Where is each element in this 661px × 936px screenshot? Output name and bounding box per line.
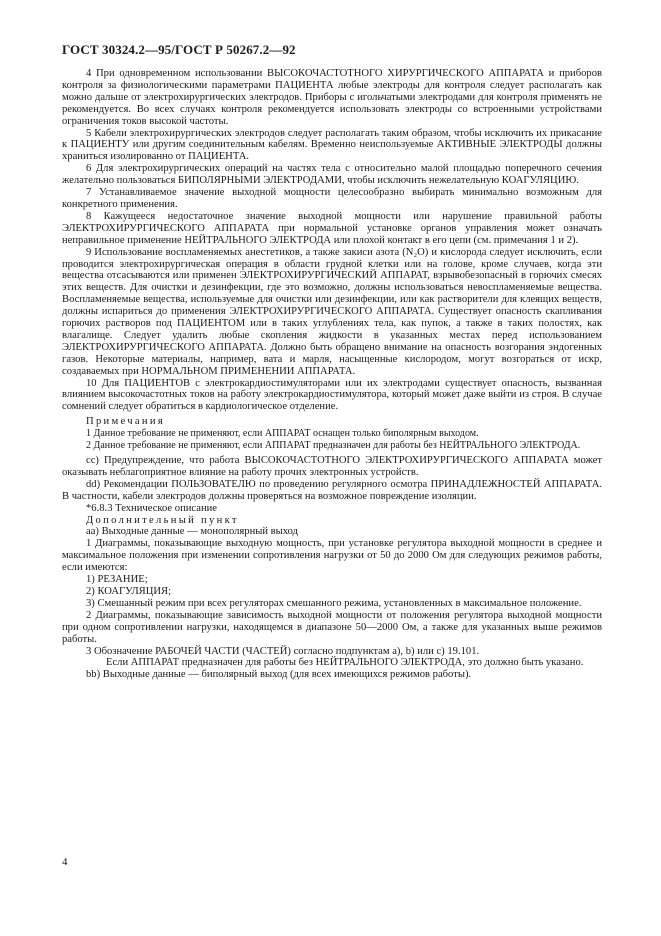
note-2: 2 Данное требование не применяют, если АППАРАТ предназначен для работы без НЕЙТРАЛЬНОГО ЭЛЕКТРОДА. [86,440,581,452]
paragraph-4: 4 При одновременном использовании ВЫСОКОЧАСТОТНОГО ХИРУРГИЧЕСКОГО АППАРАТА и приборов контроля за физиологическими параметрами ПАЦИЕНТА любые электроды для контроля следует располагать как можно дальше от электрохирургических электродов. Приборы с игольчатыми электродами для контроля применять не рекомендуется. Во всех случаях контроля рекомендуется использовать электроды со встроенными устройствами ограничения токов высокой частоты. [62,68,602,127]
paragraph-9: 9 Использование воспламеняемых анестетиков, а также закиси азота (N₂O) и кислорода следует исключить, если проводится электрохирургическая операция в области грудной клетки или на голове, кроме случаев, когда эти вещества отсасываются или применен ЭЛЕКТРОХИРУРГИЧЕСКИЙ АППАРАТ, взрывобезопасный в горючих смесях этих веществ. Для очистки и дезинфекции, где это возможно, должны использоваться невоспламеняемые вещества. Воспламеняемые вещества, используемые для очистки или дезинфекции, или как растворители для клеящих веществ, должны испариться до применения ЭЛЕКТРОХИРУРГИЧЕСКОГО АППАРАТА. Существует опасность скапливания горючих растворов под ПАЦИЕНТОМ или в таких углублениях тела, как пупок, а также в таких полостях, как влагалище. Следует удалить любые скопления жидкости в указанных местах перед использованием ЭЛЕКТРОХИРУРГИЧЕСКОГО АППАРАТА. Должно быть обращено внимание на опасность возгорания эндогенных газов. Некоторые материалы, например, вата и марля, насыщенные кислородом, могут возгораться от искр, создаваемых при НОРМАЛЬНОМ ПРИМЕНЕНИИ АППАРАТА. [62,246,602,377]
item-dd: dd) Рекомендации ПОЛЬЗОВАТЕЛЮ по проведению регулярного осмотра ПРИНАДЛЕЖНОСТЕЙ АППАРАТА. В частности, кабели электродов должны проверяться на возможное повреждение изоляции. [62,478,602,502]
note-1: 1 Данное требование не применяют, если АППАРАТ оснащен только биполярным выходом. [86,428,479,440]
aa-heading: аа) Выходные данные — монополярный выход [86,526,299,538]
aa-item-3-note: Если АППАРАТ предназначен для работы без НЕЙТРАЛЬНОГО ЭЛЕКТРОДА, это должно быть указано. [106,657,584,669]
notes-title: Примечания [86,416,165,428]
paragraph-10: 10 Для ПАЦИЕНТОВ с электрокардиостимуляторами или их электродами существует опасность, вызванная влиянием высокочастотных токов на работу электрокардиостимулятора, который может даже выйти из строя. В случае сомнений следует обратиться в кардиологическое отделение. [62,377,602,413]
aa-item-1-2: 2) КОАГУЛЯЦИЯ; [86,585,172,597]
aa-item-2: 2 Диаграммы, показывающие зависимость выходной мощности от положения регулятора выходной мощности при одном сопротивлении нагрузки, находящемся в диапазоне 50—2000 Ом, а также для указанных выше режимов работы. [62,609,602,645]
aa-item-1-1: 1) РЕЗАНИЕ; [86,574,148,586]
document-body [62,68,602,681]
page-number: 4 [62,856,68,868]
item-cc: cc) Предупреждение, что работа ВЫСОКОЧАСТОТНОГО ЭЛЕКТРОХИРУРГИЧЕСКОГО АППАРАТА может оказывать неблагоприятное влияние на работу прочих электронных устройств. [62,455,602,478]
aa-item-1: 1 Диаграммы, показывающие выходную мощность, при установке регулятора выходной мощности в среднее и максимальное положения при изменении сопротивления нагрузки от 50 до 2000 Ом для следующих режимов работы, если имеются: [62,538,602,574]
aa-item-1-3: 3) Смешанный режим при всех регуляторах смешанного режима, установленных в максимальное положение. [86,597,582,609]
section-heading: *6.8.3 Техническое описание [86,502,217,514]
paragraph-5: 5 Кабели электрохирургических электродов следует располагать таким образом, чтобы исключить их прикасание к ПАЦИЕНТУ или другим соединительным кабелям. Временно неиспользуемые АКТИВНЫЕ ЭЛЕКТРОДЫ должны храниться изолированно от ПАЦИЕНТА. [62,127,602,163]
paragraph-8: 8 Кажущееся недостаточное значение выходной мощности или нарушение правильной работы ЭЛЕКТРОХИРУРГИЧЕСКОГО АППАРАТА при нормальной установке органов управления может означать неправильное применение НЕЙТРАЛЬНОГО ЭЛЕКТРОДА или плохой контакт в его цепи (см. примечания 1 и 2). [62,210,602,246]
document-header: ГОСТ 30324.2—95/ГОСТ Р 50267.2—92 [62,42,296,57]
bb-heading: bb) Выходные данные — биполярный выход (для всех имеющихся режимов работы). [86,669,472,681]
aa-item-3: 3 Обозначение РАБОЧЕЙ ЧАСТИ (ЧАСТЕЙ) согласно подпунктам а), b) или с) 19.101. [86,645,480,657]
paragraph-6: 6 Для электрохирургических операций на частях тела с относительно малой площадью поперечного сечения желательно пользоваться БИПОЛЯРНЫМИ ЭЛЕКТРОДАМИ, чтобы исключить нежелательную КОАГУЛЯЦИЮ. [62,163,602,187]
additional-point: Дополнительный пункт [86,514,239,526]
paragraph-7: 7 Устанавливаемое значение выходной мощности целесообразно выбирать минимально возможным для конкретного применения. [62,187,602,210]
